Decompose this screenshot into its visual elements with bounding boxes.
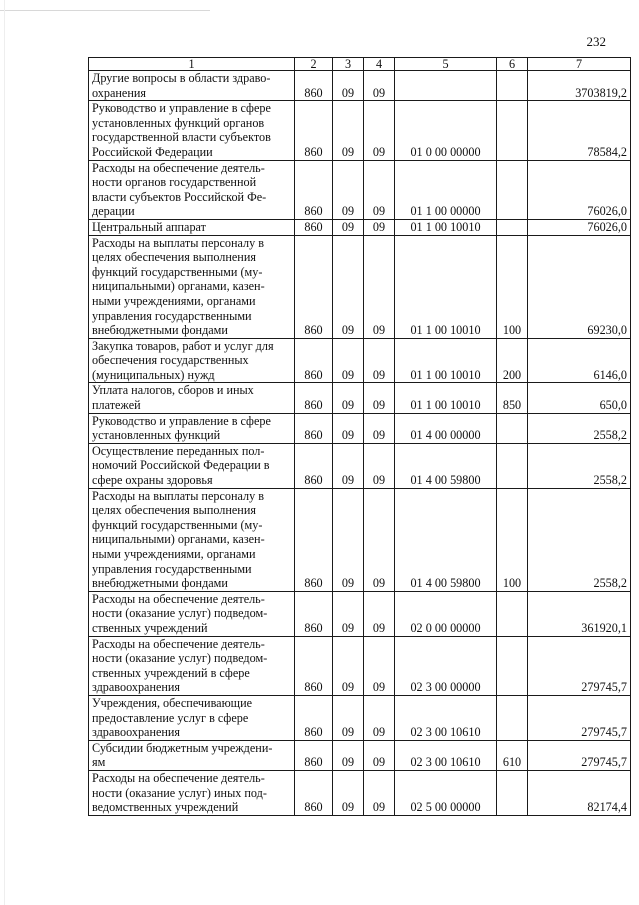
subsection-code: 09 [364, 413, 395, 443]
expense-name-line: номочий Российской Федерации в [92, 458, 270, 473]
admin-code: 860 [295, 695, 333, 740]
expense-type-code: 200 [497, 338, 528, 383]
expense-name-line: Расходы на обеспечение деятель- [92, 591, 265, 606]
expense-type-code [497, 71, 528, 101]
expense-type-code [497, 591, 528, 636]
amount-value: 650,0 [528, 383, 631, 413]
expense-name [89, 71, 295, 101]
table-row [89, 770, 631, 815]
column-header: 1 [89, 58, 295, 71]
section-code: 09 [333, 695, 364, 740]
admin-code: 860 [295, 235, 333, 338]
column-header: 7 [528, 58, 631, 71]
target-article-code: 01 0 00 00000 [395, 101, 497, 160]
admin-code: 860 [295, 338, 333, 383]
expense-name-line: функций государственными (му- [92, 264, 263, 279]
table-row [89, 383, 631, 413]
section-code: 09 [333, 413, 364, 443]
admin-code: 860 [295, 636, 333, 695]
subsection-code: 09 [364, 770, 395, 815]
expense-name-line: здравоохранения [92, 680, 181, 695]
expense-name-line: власти субъектов Российской Фе- [92, 189, 267, 204]
scan-edge-line [4, 0, 5, 905]
expense-name-line: ными учреждениями, органами [92, 547, 256, 561]
expense-type-code: 100 [497, 235, 528, 338]
expense-name-line: Руководство и управление в сфере [92, 101, 271, 116]
section-code: 09 [333, 383, 364, 413]
amount-value: 82174,4 [528, 770, 631, 815]
table-row [89, 101, 631, 160]
expense-name [89, 219, 295, 235]
admin-code: 860 [295, 71, 333, 101]
expense-type-code [497, 160, 528, 219]
expense-name [89, 740, 295, 770]
target-article-code: 02 0 00 00000 [395, 591, 497, 636]
amount-value: 361920,1 [528, 591, 631, 636]
section-code: 09 [333, 101, 364, 160]
section-code: 09 [333, 235, 364, 338]
admin-code: 860 [295, 591, 333, 636]
expense-type-code [497, 219, 528, 235]
expense-name-line: ственных учреждений [92, 620, 208, 635]
expense-name-line: ям [92, 755, 106, 770]
expense-type-code: 100 [497, 488, 528, 591]
expense-name-line: Закупка товаров, работ и услуг для [92, 338, 274, 353]
column-header: 2 [295, 58, 333, 71]
section-code: 09 [333, 71, 364, 101]
expense-name-line: предоставление услуг в сфере [92, 710, 249, 725]
target-article-code: 01 4 00 59800 [395, 488, 497, 591]
expense-type-code: 610 [497, 740, 528, 770]
table-row [89, 740, 631, 770]
table-row [89, 488, 631, 591]
target-article-code: 01 1 00 10010 [395, 235, 497, 338]
target-article-code: 02 3 00 10610 [395, 695, 497, 740]
expense-name-line: установленных функций [92, 428, 221, 443]
expense-name [89, 443, 295, 488]
expense-name-line: Расходы на выплаты персоналу в [92, 235, 264, 250]
subsection-code: 09 [364, 488, 395, 591]
column-header: 3 [333, 58, 364, 71]
table-row [89, 443, 631, 488]
subsection-code: 09 [364, 740, 395, 770]
amount-value: 3703819,2 [528, 71, 631, 101]
table-row [89, 219, 631, 235]
expense-name [89, 383, 295, 413]
target-article-code: 01 1 00 00000 [395, 160, 497, 219]
target-article-code: 01 1 00 10010 [395, 383, 497, 413]
table-row [89, 591, 631, 636]
amount-value: 279745,7 [528, 636, 631, 695]
table-row [89, 338, 631, 383]
admin-code: 860 [295, 101, 333, 160]
expense-name-line: Руководство и управление в сфере [92, 413, 271, 428]
subsection-code: 09 [364, 71, 395, 101]
expense-name [89, 636, 295, 695]
expense-name [89, 770, 295, 815]
expense-name-line: ности (оказание услуг) подведом- [92, 606, 268, 621]
admin-code: 860 [295, 219, 333, 235]
expense-name [89, 591, 295, 636]
table-row [89, 413, 631, 443]
expense-name-line: ными учреждениями, органами [92, 293, 256, 308]
expense-name-line: ности (оказание услуг) иных под- [92, 785, 267, 800]
section-code: 09 [333, 770, 364, 815]
amount-value: 279745,7 [528, 695, 631, 740]
target-article-code: 01 4 00 00000 [395, 413, 497, 443]
expense-name-line: Субсидии бюджетным учреждени- [92, 740, 273, 755]
target-article-code: 01 4 00 59800 [395, 443, 497, 488]
expense-name [89, 235, 295, 338]
amount-value: 2558,2 [528, 443, 631, 488]
expense-name [89, 101, 295, 160]
subsection-code: 09 [364, 591, 395, 636]
expense-name-line: Расходы на обеспечение деятель- [92, 636, 265, 651]
expense-name-line: установленных функций органов [92, 115, 265, 130]
subsection-code: 09 [364, 101, 395, 160]
section-code: 09 [333, 219, 364, 235]
admin-code: 860 [295, 740, 333, 770]
expense-name [89, 160, 295, 219]
section-code: 09 [333, 591, 364, 636]
subsection-code: 09 [364, 235, 395, 338]
expense-name-line: целях обеспечения выполнения [92, 250, 256, 265]
expense-name-line: внебюджетными фондами [92, 576, 228, 591]
admin-code: 860 [295, 383, 333, 413]
target-article-code: 02 3 00 00000 [395, 636, 497, 695]
expense-name-line: ведомственных учреждений [92, 800, 239, 815]
expense-name-line: сфере охраны здоровья [92, 473, 213, 488]
scan-edge-line [0, 10, 210, 11]
expense-type-code [497, 770, 528, 815]
admin-code: 860 [295, 488, 333, 591]
amount-value: 76026,0 [528, 160, 631, 219]
amount-value: 6146,0 [528, 338, 631, 383]
column-header: 6 [497, 58, 528, 71]
expense-name-line: Расходы на выплаты персоналу в [92, 488, 264, 503]
expense-name-line: ниципальными) органами, казен- [92, 532, 265, 547]
admin-code: 860 [295, 443, 333, 488]
subsection-code: 09 [364, 383, 395, 413]
expense-name-line: Расходы на обеспечение деятель- [92, 160, 265, 175]
target-article-code: 02 5 00 00000 [395, 770, 497, 815]
amount-value: 78584,2 [528, 101, 631, 160]
table-row [89, 636, 631, 695]
expense-name-line: ственных учреждений в сфере [92, 665, 250, 680]
expense-name-line: охранения [92, 85, 146, 100]
column-header: 4 [364, 58, 395, 71]
expense-type-code [497, 695, 528, 740]
table-header-row [89, 58, 631, 71]
target-article-code: 02 3 00 10610 [395, 740, 497, 770]
expense-name-line: Осуществление переданных пол- [92, 443, 265, 458]
target-article-code: 01 1 00 10010 [395, 219, 497, 235]
section-code: 09 [333, 443, 364, 488]
subsection-code: 09 [364, 636, 395, 695]
expense-name-line: Другие вопросы в области здраво- [92, 71, 271, 85]
admin-code: 860 [295, 160, 333, 219]
expense-name-line: ниципальными) органами, казен- [92, 279, 265, 294]
expense-name-line: внебюджетными фондами [92, 323, 228, 338]
amount-value: 2558,2 [528, 488, 631, 591]
subsection-code: 09 [364, 695, 395, 740]
section-code: 09 [333, 160, 364, 219]
table-row [89, 695, 631, 740]
expense-name-line: ности органов государственной [92, 175, 257, 190]
budget-table [88, 57, 631, 816]
expense-name [89, 338, 295, 383]
target-article-code: 01 1 00 10010 [395, 338, 497, 383]
amount-value: 76026,0 [528, 219, 631, 235]
subsection-code: 09 [364, 219, 395, 235]
section-code: 09 [333, 338, 364, 383]
expense-name-line: государственной власти субъектов [92, 130, 271, 145]
expense-name-line: управления государственными [92, 308, 252, 323]
amount-value: 2558,2 [528, 413, 631, 443]
expense-name-line: Учреждения, обеспечивающие [92, 695, 252, 710]
expense-name-line: целях обеспечения выполнения [92, 503, 256, 518]
expense-type-code [497, 101, 528, 160]
table-row [89, 235, 631, 338]
subsection-code: 09 [364, 338, 395, 383]
expense-type-code [497, 443, 528, 488]
section-code: 09 [333, 740, 364, 770]
table-body [89, 58, 631, 816]
amount-value: 279745,7 [528, 740, 631, 770]
table-row [89, 71, 631, 101]
table-row [89, 160, 631, 219]
expense-name-line: Расходы на обеспечение деятель- [92, 770, 265, 785]
expense-name [89, 488, 295, 591]
expense-name [89, 695, 295, 740]
column-header: 5 [395, 58, 497, 71]
expense-name-line: здравоохранения [92, 725, 181, 740]
amount-value: 69230,0 [528, 235, 631, 338]
expense-name-line: (муниципальных) нужд [92, 367, 215, 382]
expense-name-line: Российской Федерации [92, 144, 213, 159]
admin-code: 860 [295, 413, 333, 443]
expense-name-line: управления государственными [92, 561, 252, 576]
expense-name [89, 413, 295, 443]
expense-type-code [497, 636, 528, 695]
target-article-code [395, 71, 497, 101]
expense-type-code [497, 413, 528, 443]
page-number: 232 [586, 34, 606, 49]
expense-name-line: ности (оказание услуг) подведом- [92, 651, 268, 666]
expense-name-line: Уплата налогов, сборов и иных [92, 383, 254, 398]
section-code: 09 [333, 636, 364, 695]
expense-name-line: обеспечения государственных [92, 353, 249, 368]
admin-code: 860 [295, 770, 333, 815]
expense-type-code: 850 [497, 383, 528, 413]
section-code: 09 [333, 488, 364, 591]
expense-name-line: платежей [92, 398, 141, 413]
expense-name-line: Центральный аппарат [92, 219, 206, 234]
subsection-code: 09 [364, 443, 395, 488]
expense-name-line: дерации [92, 204, 135, 219]
subsection-code: 09 [364, 160, 395, 219]
expense-name-line: функций государственными (му- [92, 517, 263, 532]
